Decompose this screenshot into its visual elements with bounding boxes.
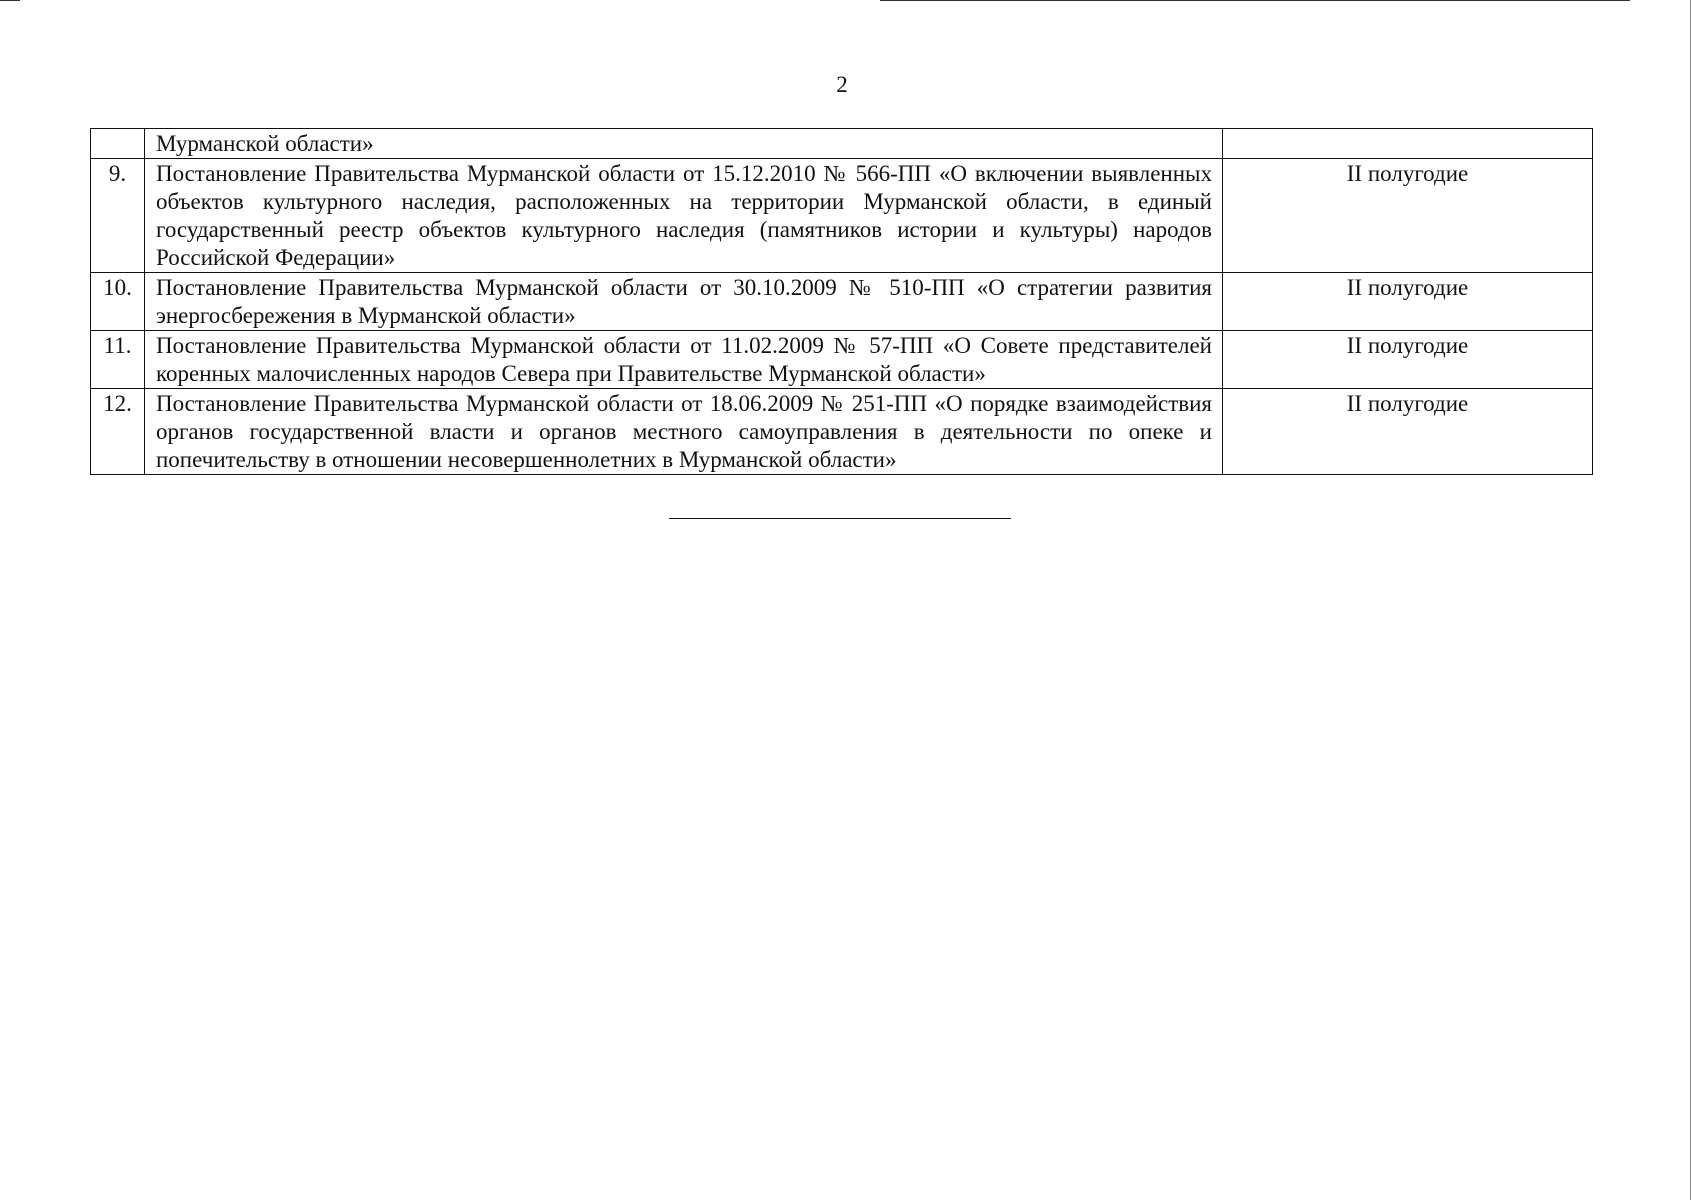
row-title: Постановление Правительства Мурманской области от 11.02.2009 № 57-ПП «О Совете представителей коренных малочисленных народов Севера при Правительстве Мурманской области» <box>145 331 1223 389</box>
end-separator-line <box>669 518 1011 519</box>
row-period: II полугодие <box>1223 331 1593 389</box>
row-number: 12. <box>91 389 145 475</box>
scan-edge-top-right <box>880 0 1630 1</box>
document-table <box>90 128 1593 475</box>
row-period: II полугодие <box>1223 389 1593 475</box>
scan-edge-top-left <box>0 0 20 1</box>
table-row <box>91 129 1593 159</box>
row-number <box>91 129 145 159</box>
table-row <box>91 159 1593 273</box>
row-period <box>1223 129 1593 159</box>
row-number: 9. <box>91 159 145 273</box>
table-row <box>91 331 1593 389</box>
page-number: 2 <box>836 72 848 97</box>
row-title: Постановление Правительства Мурманской области от 18.06.2009 № 251-ПП «О порядке взаимодействия органов государственной власти и органов местного самоуправления в деятельности по опеке и попечительству в отношении несовершеннолетних в Мурманской области» <box>145 389 1223 475</box>
table-row <box>91 273 1593 331</box>
row-title: Постановление Правительства Мурманской области от 15.12.2010 № 566-ПП «О включении выявленных объектов культурного наследия, расположенных на территории Мурманской области, в единый государственный реестр объектов культурного наследия (памятников истории и культуры) народов Российской Федерации» <box>145 159 1223 273</box>
row-period: II полугодие <box>1223 159 1593 273</box>
row-title: Постановление Правительства Мурманской области от 30.10.2009 № 510-ПП «О стратегии развития энергосбережения в Мурманской области» <box>145 273 1223 331</box>
row-title: Мурманской области» <box>145 129 1223 159</box>
row-period: II полугодие <box>1223 273 1593 331</box>
row-number: 10. <box>91 273 145 331</box>
row-number: 11. <box>91 331 145 389</box>
table-row <box>91 389 1593 475</box>
